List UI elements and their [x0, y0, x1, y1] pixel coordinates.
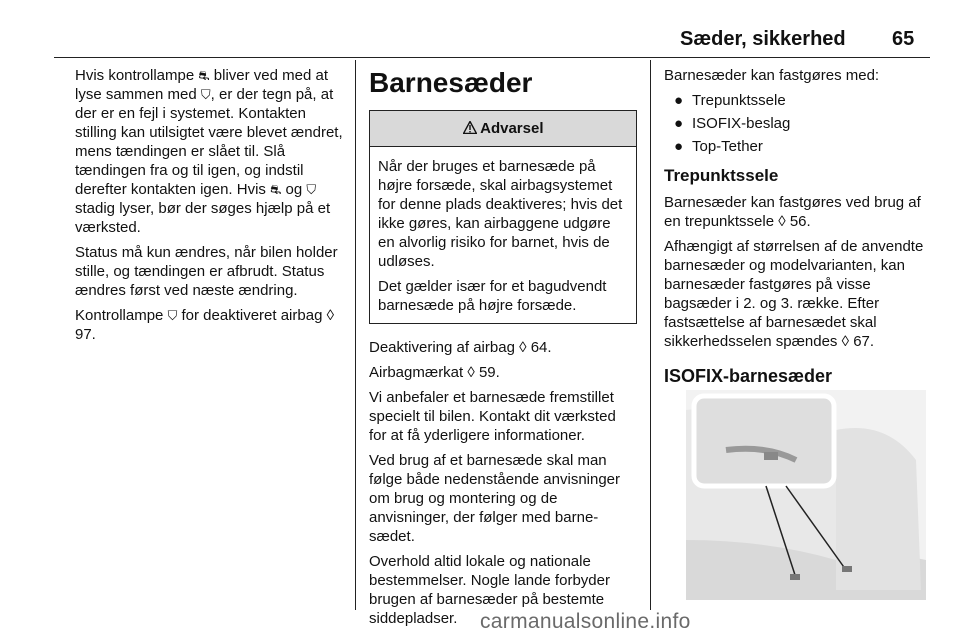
ref-arrow-icon: ◊	[841, 333, 850, 350]
paragraph-status: Status må kun ændres, når bilen holder stille, og tændingen er afbrudt. Status ændres først ved næste ændring.	[75, 244, 338, 299]
paragraph-airbag-label: Airbagmærkat ◊ 59.	[369, 364, 500, 381]
bullet-icon: ●	[674, 138, 684, 155]
bullet-icon: ●	[674, 115, 684, 132]
paragraph-indicator-fault: Hvis kontrollampe ⛐ bliver ved med at lyse sammen med ⛉, er der tegn på, at der er en fejl i systemet. Kontakten stilling kan utilsigtet være blevet ændret, mens tændingen er slået til. Slå tændingen fra og til igen, og indstil derefter kontakten igen. Hvis ⛐ og ⛉ stadig lyser, bør der søges hjælp på et værksted.	[75, 67, 343, 236]
paragraph-deactivation: Deaktivering af airbag ◊ 64.	[369, 339, 552, 356]
list-item: ● ISOFIX-beslag	[674, 115, 791, 132]
column-divider-2	[650, 60, 651, 610]
ref-arrow-icon: ◊	[519, 339, 527, 356]
section-title: Barnesæder	[369, 67, 533, 98]
warning-text-1: Når der bruges et barnesæde på højre forsæde, skal airbagsystemet for denne plads deaktiveres; hvis det ikke gøres, kan airbaggene udgøre en alvorlig risiko for barnet, hvis de udløses.	[378, 158, 623, 270]
airbag-deactivated-icon: ⛉	[167, 308, 178, 323]
paragraph-instructions: Ved brug af et barnesæde skal man følge både nedenstående anvisninger om brug og montering og de anvisninger, der følger med barnesædet.	[369, 452, 621, 545]
paragraph-trepunkt: Barnesæder kan fastgøres ved brug af en trepunktssele ◊ 56.	[664, 194, 921, 230]
page-reference-link[interactable]: 97.	[75, 326, 96, 343]
bullet-icon: ●	[674, 92, 684, 109]
list-item: ● Top-Tether	[674, 138, 763, 155]
page-reference-link[interactable]: 59.	[478, 364, 500, 381]
subheading-trepunkt: Trepunktssele	[664, 166, 779, 185]
attachment-list	[664, 91, 930, 156]
warning-triangle-icon	[463, 121, 477, 134]
column-2	[369, 66, 637, 634]
column-3	[664, 66, 930, 400]
ref-arrow-icon: ◊	[778, 213, 786, 230]
airbag-off-icon: ⛐	[270, 182, 282, 197]
paragraph-recommendation: Vi anbefaler et barnesæde fremstillet specielt til bilen. Kontakt dit værksted for at få yderligere informationer.	[369, 389, 616, 444]
paragraph-intro: Barnesæder kan fastgøres med:	[664, 67, 880, 84]
header-rule	[54, 57, 930, 58]
warning-heading: Advarsel	[480, 120, 544, 137]
page-reference-link[interactable]: 67.	[853, 333, 875, 350]
page-header-title: Sæder, sikkerhed	[680, 28, 846, 50]
page-reference-link[interactable]: 64.	[530, 339, 552, 356]
isofix-seat-photo	[686, 390, 926, 600]
paragraph-size: Afhængigt af størrelsen af de anvendte barnesæder og modelvarianten, kan barnesæder fastgøres på visse bagsæder i 2. og 3. række. Efter fastsættelse af barnesædet skal sikkerhedsselen spændes ◊ 67.	[664, 238, 924, 350]
warning-box	[369, 110, 637, 324]
subheading-isofix: ISOFIX-barnesæder	[664, 366, 833, 386]
column-1	[75, 66, 347, 350]
paragraph-regulations: Overhold altid lokale og nationale bestemmelser. Nogle lande forbyder brugen af barnesæder på bestemte siddepladser.	[369, 553, 610, 627]
paragraph-indicator-ref: Kontrollampe ⛉ for deaktiveret airbag ◊ 97.	[75, 307, 335, 343]
seat-icon: ⛉	[200, 87, 211, 102]
page-reference-link[interactable]: 56.	[789, 213, 811, 230]
ref-arrow-icon: ◊	[326, 307, 335, 324]
warning-text-2: Det gælder især for et bagudvendt barnesæde på højre forsæde.	[378, 278, 607, 314]
airbag-off-icon: ⛐	[198, 68, 210, 83]
column-divider-1	[355, 60, 356, 610]
list-item: ● Trepunktssele	[674, 92, 786, 109]
seat-icon: ⛉	[306, 182, 317, 197]
ref-arrow-icon: ◊	[467, 364, 475, 381]
page-number: 65	[892, 28, 915, 50]
watermark: carmanualsonline.info	[480, 610, 691, 633]
warning-header	[370, 111, 636, 147]
